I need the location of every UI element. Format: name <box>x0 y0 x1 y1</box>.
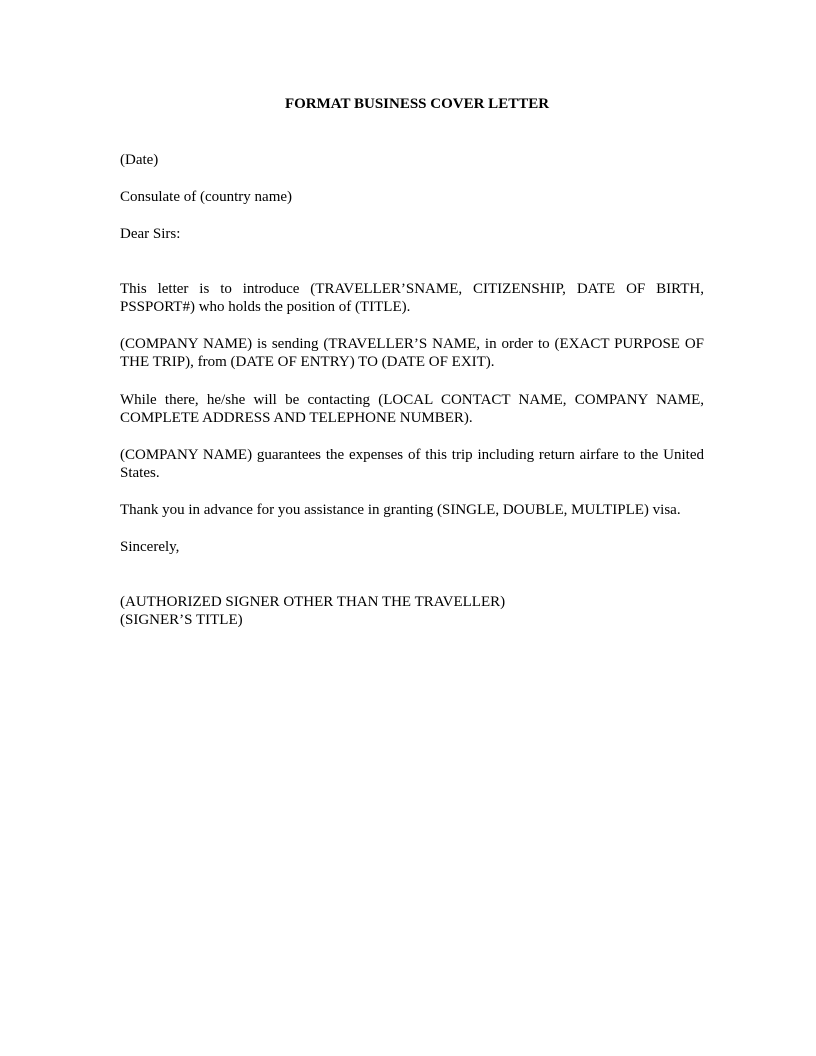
paragraph-introduction: This letter is to introduce (TRAVELLER’SNAME, CITIZENSHIP, DATE OF BIRTH, PSSPORT#) who holds the position of (TITLE). <box>120 281 704 315</box>
date-line: (Date) <box>120 152 159 168</box>
signer-title: (SIGNER’S TITLE) <box>120 612 243 628</box>
paragraph-contact: While there, he/she will be contacting (LOCAL CONTACT NAME, COMPANY NAME, COMPLETE ADDRESS AND TELEPHONE NUMBER). <box>120 392 704 426</box>
consulate-line: Consulate of (country name) <box>120 189 293 205</box>
paragraph-thanks: Thank you in advance for you assistance in granting (SINGLE, DOUBLE, MULTIPLE) visa. <box>120 502 681 518</box>
signer-name: (AUTHORIZED SIGNER OTHER THAN THE TRAVELLER) <box>120 594 506 610</box>
salutation: Dear Sirs: <box>120 226 181 242</box>
closing: Sincerely, <box>120 539 180 555</box>
paragraph-guarantee: (COMPANY NAME) guarantees the expenses of this trip including return airfare to the United States. <box>120 447 704 481</box>
paragraph-purpose: (COMPANY NAME) is sending (TRAVELLER’S NAME, in order to (EXACT PURPOSE OF THE TRIP), from (DATE OF ENTRY) TO (DATE OF EXIT). <box>120 336 704 370</box>
document-title: FORMAT BUSINESS COVER LETTER <box>284 96 550 112</box>
